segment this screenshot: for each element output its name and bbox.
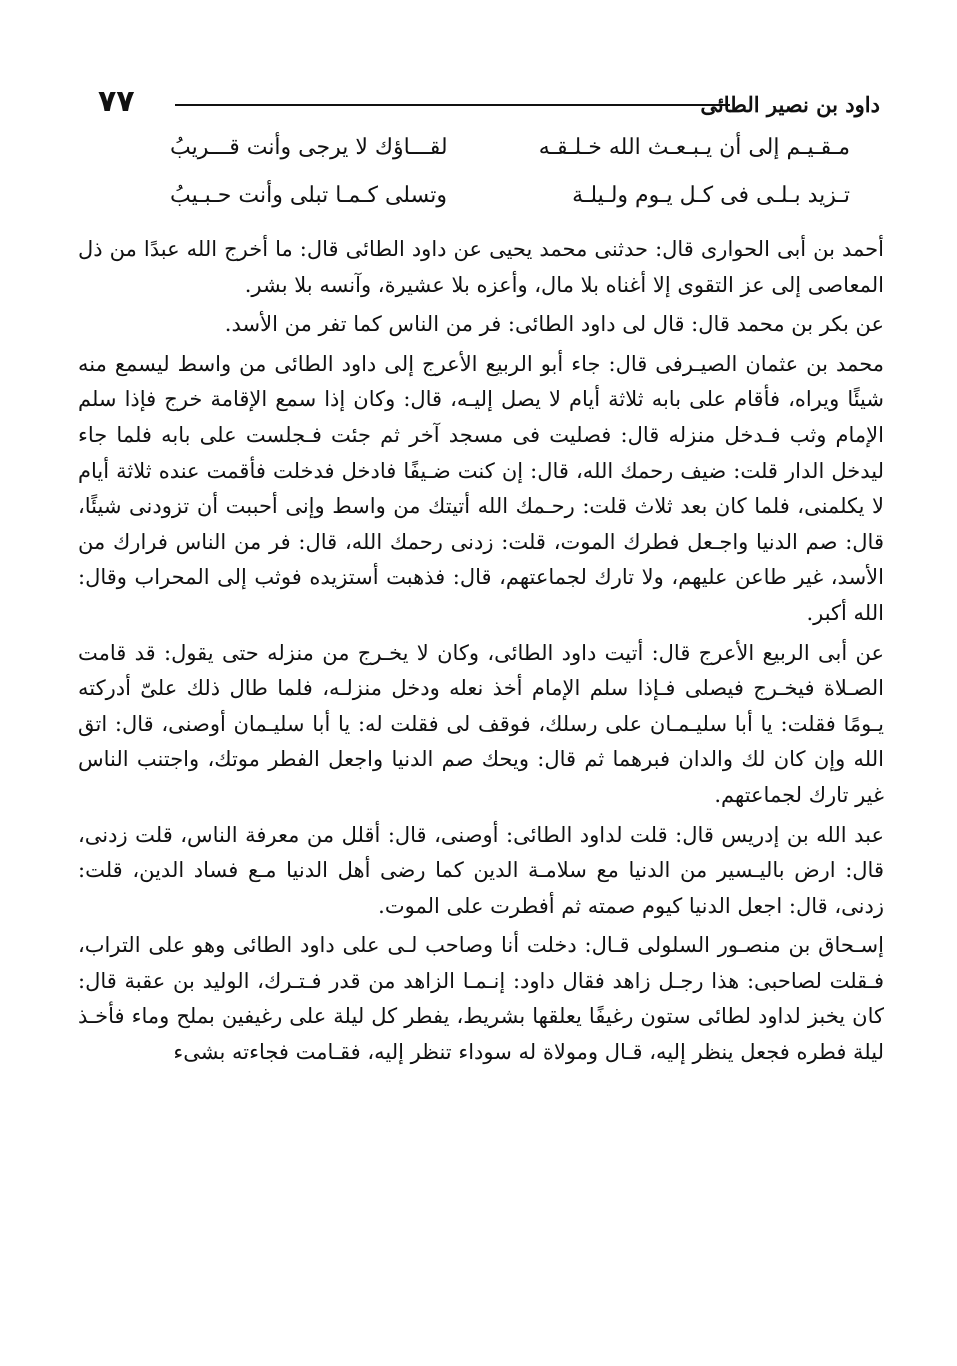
page-header bbox=[90, 78, 880, 128]
body-text bbox=[78, 232, 884, 1075]
paragraph: عن أبى الربيع الأعرج قال: أتيت داود الطائى، وكان لا يخـرج من منزله حتى يقول: قد قامت الصـلاة فيخـرج فيصلى فـإذا سلم الإمام أخذ نعله ودخل منزلـه، فلما طال ذلك علىّ أدركته يـومًا فقلت: يا أبا سليـمـان على رسلك، فوقف لى فقلت له: يا أبا سليـمان أوصنى، قال: اتق الله وإن كان لك والدان فبرهما ثم قال: ويحك صم الدنيا واجعل الفطر موتك، واجتنب الناس غير تارك لجماعتهم. bbox=[78, 640, 884, 807]
paragraph: إسـحاق بن منصـور السلولى قـال: دخلت أنا وصاحب لـى على داود الطائى وهو على التراب، فـقلت لصاحبى: هذا رجـل زاهد فقال داود: إنـمـا الزاهد من قدر فـتـرك، الوليد بن عقبة قال: كان يخبز لداود لطائى ستون رغيفًا يعلقها بشريط، يفطر كل ليلة على رغيفين بملح وماء فأخـذ ليلة فطره فجعل ينظر إليه، قـال ومولاة له سوداء تنظر إليه، فقـامت فجاءته بشىء bbox=[78, 933, 884, 1065]
verse-first-hemistich: تـزيد بـلـى فى كـل يـوم ولـيلـة bbox=[572, 183, 850, 208]
verse-line bbox=[170, 135, 860, 183]
header-rule bbox=[175, 104, 730, 106]
paragraph: أحمد بن أبى الحوارى قال: حدثنى محمد يحيى عن داود الطائى قال: ما أخرج الله عبدًا من ذل المعاصى إلى عز التقوى إلا أغناه بلا مال، وأعزه بلا عشيرة، وآنسه بلا بشر. bbox=[78, 237, 884, 297]
verse-second-hemistich: وتسلى كـمـا تبلى وأنت حـبـيبُ bbox=[170, 183, 447, 208]
running-title: داود بن نصير الطائى bbox=[700, 92, 880, 117]
verse-first-hemistich: مـقـيـم إلى أن يـبـعـث الله خـلـقـه bbox=[538, 135, 850, 160]
verse-line bbox=[170, 183, 860, 231]
poem-verses bbox=[170, 135, 860, 231]
verse-second-hemistich: لقـــاؤك لا يرجى وأنت قـــريبُ bbox=[170, 135, 448, 160]
paragraph: عن بكر بن محمد قال: قال لى داود الطائى: فر من الناس كما تفر من الأسد. bbox=[224, 312, 884, 337]
paragraph: محمد بن عثمان الصيـرفى قال: جاء أبو الربيع الأعرج إلى داود الطائى من واسط ليسمع منه شيئًا ويراه، فأقام على بابه ثلاثة أيام لا يصل إليـه، قال: وكان إذا سمع الإقامة خرج فإذا سلم الإمام وثب فـدخل منزله قال: فصليت فى مسجد آخر ثم جئت فـجلست على بابه فلما جاء ليدخل الدار قلت: ضيف رحمك الله، قال: إن كنت ضـيفًا فادخل فدخلت فأقمت عنده ثلاثة أيام لا يكلمنى، فلما كان بعد ثلاث قلت: رحـمك الله أتيتك من واسط وإنى أحببت أن تزودنى شيئًا، قال: صم الدنيا واجـعل فطرك الموت، قلت: زدنى رحمك الله، قال: فر من الناس فرارك من الأسد، غير طاعن عليهم، ولا تارك لجماعتهم، قال: فذهبت أستزيده فوثب إلى المحراب وقال: الله أكبر. bbox=[78, 351, 884, 625]
paragraph: عبد الله بن إدريس قال: قلت لداود الطائى: أوصنى، قال: أقلل من معرفة الناس، قلت زدنى، قال: ارض باليـسير من الدنيا مع سلامـة الدين كما رضى أهل الدنيا مـع فساد الدين، قلت: زدنى، قال: اجعل الدنيا كيوم صمته ثم أفطرت على الموت. bbox=[78, 822, 884, 918]
page-number: ٧٧ bbox=[98, 84, 135, 119]
